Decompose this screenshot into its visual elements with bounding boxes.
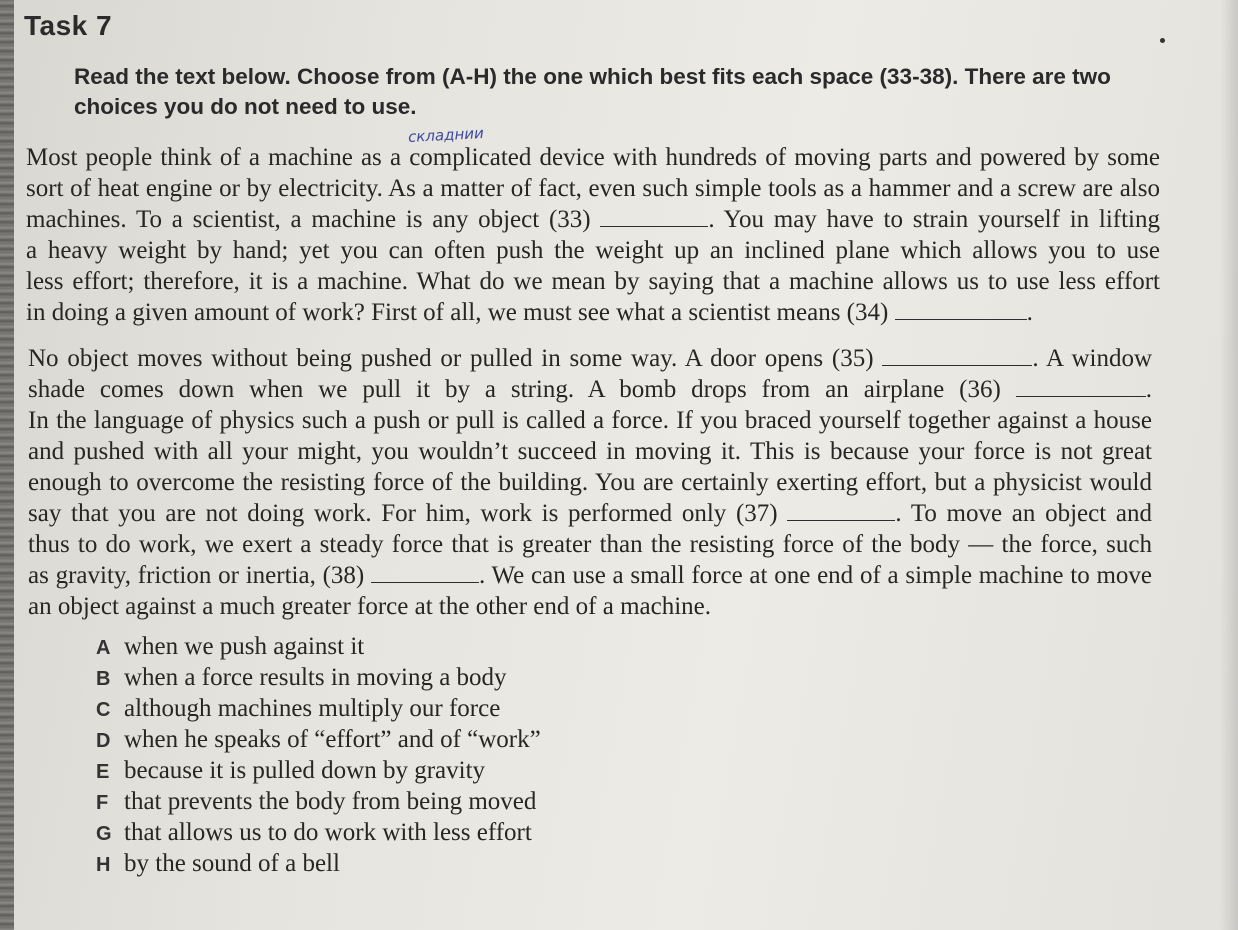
text-line xyxy=(28,405,1152,436)
option-letter: A xyxy=(96,637,111,659)
text-line xyxy=(26,204,1160,235)
text-line xyxy=(28,343,1152,374)
text-segment: In the language of physics such a push or pull is called a force. If you braced yourself together against a house xyxy=(28,407,1152,434)
option-letter: E xyxy=(96,761,110,783)
option-e xyxy=(96,757,541,788)
option-text: when he speaks of “effort” and of “work” xyxy=(124,726,541,753)
answer-blank[interactable] xyxy=(1016,378,1146,397)
instructions-line: choices you do not need to use. xyxy=(74,94,417,119)
option-letter: H xyxy=(96,854,111,876)
text-line xyxy=(28,529,1152,560)
option-d xyxy=(96,726,541,757)
text-segment: No object moves without being pushed or pulled in some way. A door opens (35) xyxy=(28,345,883,372)
text-segment: shade comes down when we pull it by a string. A bomb drops from an airplane (36) xyxy=(28,376,1016,403)
text-segment: in doing a given amount of work? First of all, we must see what a scientist means (34) xyxy=(26,299,895,326)
option-text: that prevents the body from being moved xyxy=(124,788,537,815)
text-segment: . To move an object and xyxy=(895,500,1152,527)
option-text: because it is pulled down by gravity xyxy=(124,757,486,784)
option-h xyxy=(96,850,541,881)
text-segment: sort of heat engine or by electricity. As a matter of fact, even such simple tools as a hammer and a screw are also xyxy=(26,175,1160,202)
text-segment: . xyxy=(1026,299,1033,326)
paragraph-2 xyxy=(28,343,1152,622)
text-segment: say that you are not doing work. For him, work is performed only (37) xyxy=(28,500,788,527)
text-segment: . We can use a small force at one end of a simple machine to move xyxy=(479,562,1152,589)
option-a xyxy=(96,633,541,664)
option-b xyxy=(96,664,541,695)
text-line xyxy=(28,374,1152,405)
instructions xyxy=(74,62,1154,122)
text-segment: an object against a much greater force at the other end of a machine. xyxy=(28,593,712,620)
task-title: Task 7 xyxy=(24,10,113,41)
page-edge-shadow xyxy=(1220,0,1238,930)
text-line xyxy=(26,297,1160,328)
text-segment: a heavy weight by hand; yet you can often push the weight up an inclined plane which allows you to use xyxy=(26,237,1160,264)
option-text: by the sound of a bell xyxy=(124,850,340,877)
text-line xyxy=(28,498,1152,529)
text-segment: . You may have to strain yourself in lifting xyxy=(708,206,1161,233)
option-f xyxy=(96,788,541,819)
option-letter: C xyxy=(96,699,111,721)
text-segment: as gravity, friction or inertia, (38) xyxy=(28,562,371,589)
text-segment: Most people think of a machine as a complicated device with hundreds of moving parts and powered by some xyxy=(26,144,1160,171)
text-line xyxy=(26,235,1160,266)
option-text: when we push against it xyxy=(124,633,365,660)
option-letter: G xyxy=(96,823,112,845)
answer-blank[interactable] xyxy=(371,564,479,583)
text-segment: . xyxy=(1145,376,1152,403)
text-line xyxy=(28,591,1152,622)
option-letter: D xyxy=(96,730,111,752)
text-segment: machines. To a scientist, a machine is any object (33) xyxy=(26,206,601,233)
answer-blank[interactable] xyxy=(882,347,1032,366)
option-text: that allows us to do work with less effort xyxy=(124,819,532,846)
answer-blank[interactable] xyxy=(787,502,895,521)
option-letter: B xyxy=(96,668,111,690)
paragraph-1 xyxy=(26,142,1160,328)
text-segment: . A window xyxy=(1032,345,1152,372)
answer-options xyxy=(96,633,541,881)
option-c xyxy=(96,695,541,726)
option-text: although machines multiply our force xyxy=(124,695,501,722)
answer-blank[interactable] xyxy=(600,208,708,227)
text-segment: and pushed with all your might, you wouldn’t succeed in moving it. This is because your force is not great xyxy=(28,438,1152,465)
handwritten-note: складнии xyxy=(407,124,485,146)
book-binding xyxy=(0,0,14,930)
text-segment: less effort; therefore, it is a machine. What do we mean by saying that a machine allows us to use less effort xyxy=(26,268,1160,295)
text-line xyxy=(26,173,1160,204)
option-letter: F xyxy=(96,792,109,814)
ink-dot xyxy=(1160,38,1165,43)
option-text: when a force results in moving a body xyxy=(124,664,507,691)
answer-blank[interactable] xyxy=(895,301,1027,320)
text-line xyxy=(26,266,1160,297)
instructions-line: Read the text below. Choose from (A-H) the one which best fits each space (33-38). There are two xyxy=(74,64,1111,89)
text-line xyxy=(28,560,1152,591)
text-segment: thus to do work, we exert a steady force that is greater than the resisting force of the body — the force, such xyxy=(28,531,1152,558)
text-line xyxy=(28,436,1152,467)
text-line xyxy=(28,467,1152,498)
text-line xyxy=(26,142,1160,173)
text-segment: enough to overcome the resisting force of the building. You are certainly exerting effort, but a physicist would xyxy=(28,469,1152,496)
option-g xyxy=(96,819,541,850)
